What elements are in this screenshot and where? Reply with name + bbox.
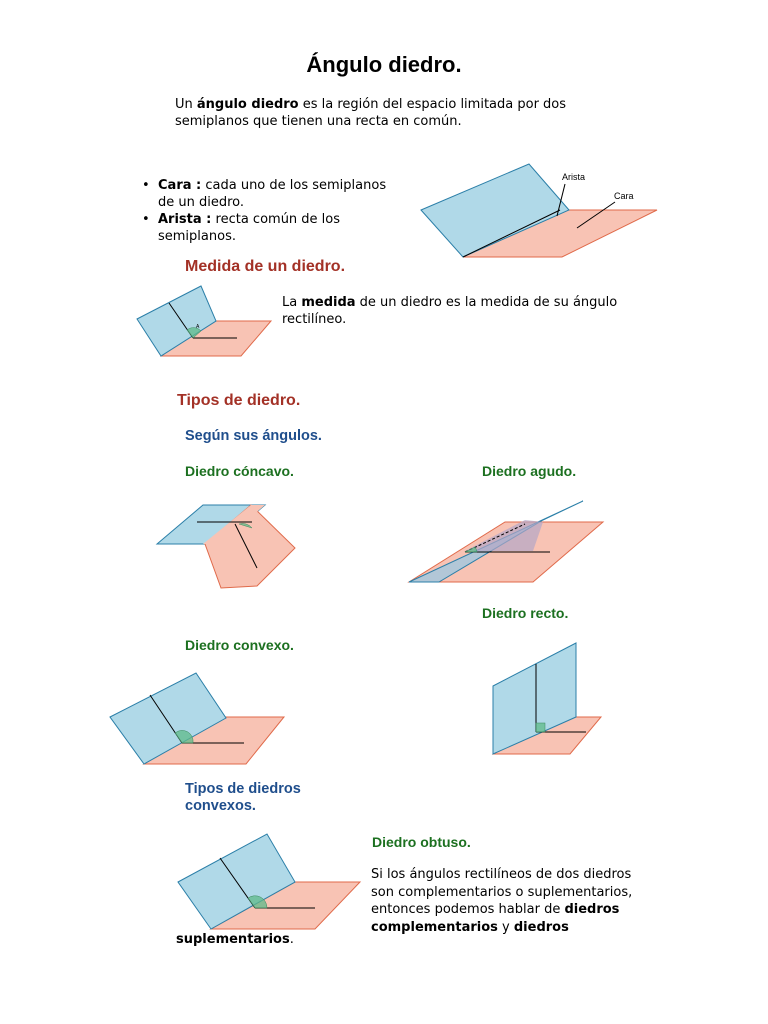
arista-label: Arista — [562, 172, 586, 182]
measure-term: medida — [301, 295, 356, 310]
intro-term: ángulo diedro — [196, 97, 299, 112]
supplementary-period: . — [289, 932, 294, 947]
obtuse-dihedral-figure — [175, 830, 363, 932]
supplementary-tail — [176, 931, 294, 948]
list-item-arista — [140, 211, 400, 245]
bullet-text: recta común de los semiplanos. — [158, 212, 341, 244]
measure-paragraph — [282, 294, 662, 328]
measure-figure — [135, 285, 275, 360]
supplementary-paragraph — [371, 866, 651, 936]
measure-text-pre: La — [282, 295, 302, 310]
intro-text-post: es la región del espacio limitada por dos semiplanos que tienen una recta en común. — [175, 97, 567, 129]
concave-dihedral-figure — [155, 500, 300, 592]
intro-paragraph — [175, 96, 595, 130]
acute-dihedral-figure — [405, 498, 610, 586]
measure-text-post: de un diedro es la medida de su ángulo rectilíneo. — [282, 295, 618, 327]
obtuse-heading: Diedro obtuso. — [372, 834, 471, 850]
dihedral-definition-figure — [415, 160, 665, 265]
convex-heading: Diedro convexo. — [185, 637, 294, 653]
list-item-cara — [140, 177, 400, 211]
convex-types-heading: Tipos de diedros convexos. — [185, 781, 301, 814]
right-dihedral-figure — [490, 640, 605, 758]
page-title: Ángulo diedro. — [306, 52, 462, 77]
supplementary-text-and: y — [497, 919, 514, 935]
measure-heading: Medida de un diedro. — [185, 258, 346, 275]
supplementary-term-dihedrals: diedros — [513, 919, 569, 935]
cara-label: Cara — [614, 191, 634, 201]
definition-list — [140, 177, 400, 245]
by-angles-heading: Según sus ángulos. — [185, 428, 322, 444]
types-heading: Tipos de diedro. — [177, 392, 301, 409]
angle-label: A — [196, 324, 200, 330]
supplementary-term-complementary: diedros complementarios — [371, 902, 620, 935]
bullet-term: Cara : — [158, 178, 202, 193]
convex-dihedral-figure — [108, 670, 288, 767]
intro-text-pre: Un — [175, 97, 197, 112]
right-angle-mark — [536, 723, 545, 732]
concave-heading: Diedro cóncavo. — [185, 463, 294, 479]
bullet-term: Arista : — [158, 212, 212, 227]
supplementary-term-supplementary: suplementarios — [176, 932, 290, 947]
supplementary-text: Si los ángulos rectilíneos de dos diedros son complementarios o suplementarios, entonces podemos hablar de — [371, 867, 633, 917]
bullet-text: cada uno de los semiplanos de un diedro. — [158, 178, 387, 210]
acute-heading: Diedro agudo. — [482, 463, 577, 479]
right-heading: Diedro recto. — [482, 605, 569, 621]
